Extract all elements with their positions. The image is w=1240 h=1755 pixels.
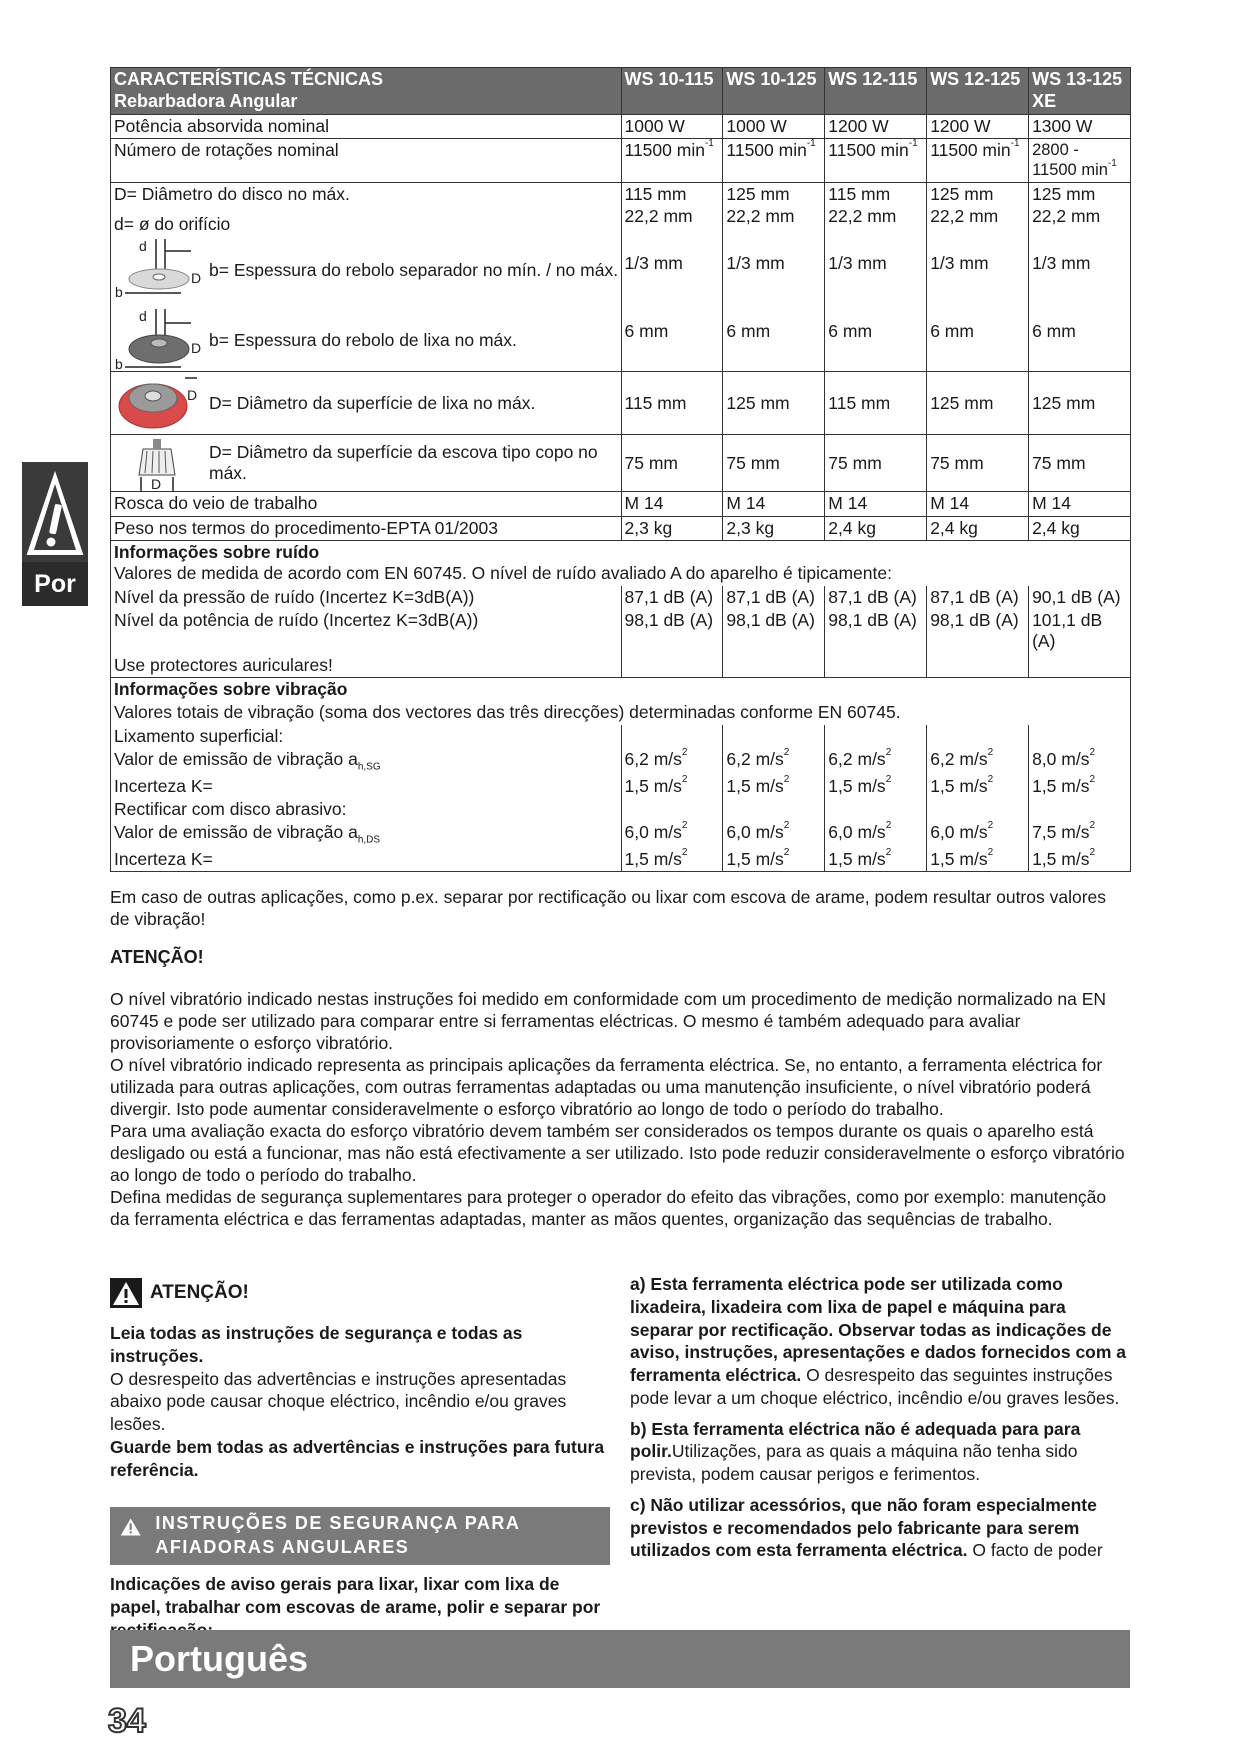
table-row: Incerteza K= 1,5 $m/s^2$ 1,5 $m/s^2$ 1,5 $m/s^2$ 1,5 $m/s^2$ 1,5 $m/s^2$ — [111, 775, 1131, 798]
technical-specs-table — [110, 67, 1131, 872]
table-row: Incerteza K= 1,5 $m/s^2$ 1,5 $m/s^2$ 1,5 $m/s^2$ 1,5 $m/s^2$ 1,5 $m/s^2$ — [111, 848, 1131, 872]
vibration-section: Informações sobre vibração Valores totais de vibração (soma dos vectores das três direcções) determinadas conforme EN 60745. — [111, 677, 1131, 724]
table-row: Nível da pressão de ruído (Incertez K=3dB(A)) 87,1 dB (A) 87,1 dB (A) 87,1 dB (A) 87,1 dB (A) 90,1 dB (A) — [111, 586, 1131, 609]
safety-right-column — [630, 1273, 1130, 1570]
language-side-tab — [22, 462, 88, 612]
table-row: Use protectores auriculares! — [111, 654, 1131, 678]
warning-title: ATENÇÃO! — [110, 1278, 610, 1308]
svg-text:b: b — [115, 356, 123, 372]
item-a: a) Esta ferramenta eléctrica pode ser utilizada como lixadeira, lixadeira com lixa de papel e máquina para separar por rectificação. Observar todas as indicações de aviso, instruções, apresentações e dados fornecidos com a ferramenta eléctrica. O desrespeito das seguintes instruções pode levar a um choque eléctrico, incêndio e/ou graves lesões. — [630, 1274, 1127, 1408]
cutting-disc-icon — [111, 239, 201, 301]
model-header: WS 10-125 — [723, 68, 825, 115]
warning-icon — [120, 1514, 141, 1540]
general-warnings: Indicações de aviso gerais para lixar, lixar com lixa de papel, trabalhar com escovas de arame, polir e separar por — [110, 1574, 601, 1617]
paragraph: O nível vibratório indicado representa as principais aplicações da ferramenta eléctrica. Se, no entanto, a ferramenta eléctrica for utilizada para outras aplicações, com outras ferramentas adaptadas ou uma manutenção insuficiente, o nível vibratório poderá divergir. Isto pode aumentar consideravelmente o esforço vibratório ao longo de todo o período do trabalho. — [110, 1055, 1103, 1120]
table-header-row — [111, 68, 1131, 115]
item-c: c) Não utilizar acessórios, que não foram especialmente previstos e recomendados pelo fabricante para serem utilizados com esta ferramenta eléctrica. O facto de poder — [630, 1494, 1103, 1561]
disregard-note: O desrespeito das advertências e instruções apresentadas abaixo pode causar choque eléctrico, incêndio e/ou graves lesões. — [110, 1368, 567, 1434]
table-row: D D= Diâmetro da superfície de lixa no máx. 115 mm 125 mm 115 mm 125 mm 125 mm — [111, 372, 1131, 435]
paragraph: Para uma avaliação exacta do esforço vibratório devem também ser considerados os tempos durante os quais o aparelho está desligado ou está a funcionar, mas não está efectivamente a ser utilizado. Isto pode reduzir consideravelmente o esforço vibratório ao longo de todo o período do trabalho. — [110, 1121, 1125, 1186]
svg-text:D: D — [187, 387, 198, 404]
language-tab-label: Por — [22, 562, 88, 606]
attention-heading: ATENÇÃO! — [110, 947, 204, 967]
sanding-disc-icon — [111, 372, 201, 434]
table-row: Valor de emissão de vibração $a_{h,DS}$ 6,0 $m/s^2$ 6,0 $m/s^2$ 6,0 $m/s^2$ 6,0 $m/s^2$ 7,5 $m/s^2$ — [111, 821, 1131, 848]
svg-text:d: d — [139, 239, 147, 255]
grinding-wheel-icon — [111, 309, 201, 371]
svg-text:D: D — [191, 270, 201, 287]
table-row: Peso nos termos do procedimento-EPTA 01/2003 2,3 kg 2,3 kg 2,4 kg 2,4 kg 2,4 kg — [111, 516, 1131, 540]
svg-text:D: D — [191, 340, 201, 357]
model-header: WS 12-115 — [825, 68, 927, 115]
warning-icon — [110, 1278, 142, 1308]
table-row: Lixamento superficial: — [111, 725, 1131, 748]
read-all-instructions: Leia todas as instruções de segurança e todas as instruções. — [110, 1323, 523, 1366]
language-footer: Português — [110, 1630, 1130, 1688]
svg-text:d: d — [139, 309, 147, 325]
svg-text:b: b — [115, 284, 123, 301]
other-applications-note: Em caso de outras aplicações, como p.ex. separar por rectificação ou lixar com escova de arame, podem resultar outros valores de vibração! — [110, 887, 1107, 930]
model-header: WS 10-115 — [621, 68, 723, 115]
table-row: Rectificar com disco abrasivo: — [111, 798, 1131, 821]
section-title-bar: INSTRUÇÕES DE SEGURANÇA PARA AFIADORAS ANGULARES — [110, 1507, 610, 1565]
cup-brush-icon — [111, 435, 201, 491]
noise-section: Informações sobre ruído Valores de medida de acordo com EN 60745. O nível de ruído avaliado A do aparelho é tipicamente: — [111, 540, 1131, 585]
table-row: Valor de emissão de vibração $a_{h,SG}$ 6,2 $m/s^2$ 6,2 $m/s^2$ 6,2 $m/s^2$ 6,2 $m/s^2$ 8,0 $m/s^2$ — [111, 748, 1131, 775]
keep-instructions: Guarde bem todas as advertências e instruções para futura referência. — [110, 1436, 605, 1480]
paragraph: O nível vibratório indicado nestas instruções foi medido em conformidade com um procedimento de medição normalizado na EN 60745 e pode ser utilizado para comparar entre si ferramentas eléctricas. O mesmo é também adequado para avaliar provisoriamente o esforço vibratório. — [110, 989, 1107, 1054]
page-number: 34 — [108, 1702, 146, 1740]
svg-text:D: D — [151, 476, 162, 492]
table-row: Potência absorvida nominal 1000 W 1000 W 1200 W 1200 W 1300 W — [111, 114, 1131, 138]
item-b: b) Esta ferramenta eléctrica não é adequada para para polir.Utilizações, para as quais a máquina não tenha sido prevista, podem causar perigos e ferimentos. — [630, 1418, 1081, 1484]
warning-triangle-icon — [26, 470, 84, 558]
table-title-cell: CARACTERÍSTICAS TÉCNICAS Rebarbadora Angular — [111, 68, 622, 115]
vibration-notes — [110, 988, 1130, 1231]
table-row: D= Diâmetro do disco no máx. d= ø do orifício d D b b= Espessura do rebolo separador no mín. / no máx. d D b b= Espessura do rebolo de lixa no máx. 115 mm 22,2 mm 1/3 mm 6 mm 125 mm 22,2 mm 1/3 mm 6 mm 115 mm 22,2 mm 1/3 mm 6 mm 125 mm 22,2 mm 1/3 mm 6 mm 125 mm 22,2 mm 1/3 mm 6 mm — [111, 182, 1131, 372]
table-row: Número de rotações nominal 11500 $\min^{-1}$ 11500 $\min^{-1}$ 11500 $\min^{-1}$ 11500 $\min^{-1}$ 2800 - 11500 $\min^{-1}$ — [111, 139, 1131, 182]
table-row: D D= Diâmetro da superfície da escova tipo copo no máx. 75 mm 75 mm 75 mm 75 mm 75 mm — [111, 435, 1131, 492]
model-header: WS 13-125 XE — [1029, 68, 1131, 115]
safety-left-column — [110, 1278, 610, 1641]
paragraph: Defina medidas de segurança suplementares para proteger o operador do efeito das vibrações, como por exemplo: manutenção da ferramenta eléctrica e das ferramentas adaptadas, manter as mãos quentes, organização das sequências de trabalho. — [110, 1187, 1107, 1230]
table-row: Nível da potência de ruído (Incertez K=3dB(A)) 98,1 dB (A) 98,1 dB (A) 98,1 dB (A) 98,1 dB (A) 101,1 dB (A) — [111, 609, 1131, 654]
table-row: Rosca do veio de trabalho M 14 M 14 M 14 M 14 M 14 — [111, 492, 1131, 516]
model-header: WS 12-125 — [927, 68, 1029, 115]
